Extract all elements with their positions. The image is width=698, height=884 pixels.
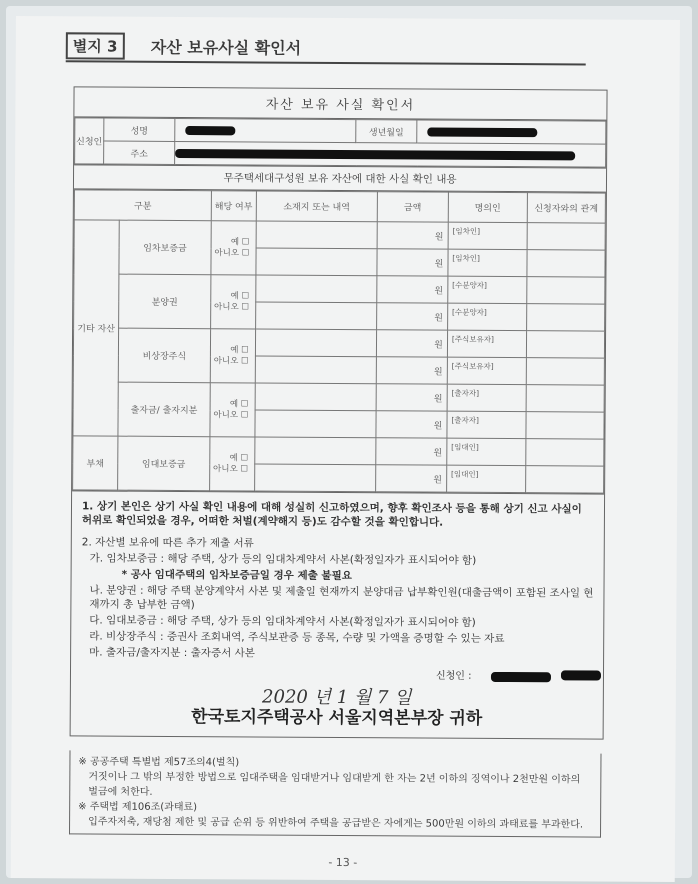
signature-row [81,661,593,690]
relation-cell[interactable] [526,304,604,331]
amount-cell[interactable]: 원 [376,357,447,384]
holder-cell[interactable]: [임대인] [447,438,526,465]
location-cell[interactable] [255,383,376,411]
address-label: 주소 [104,141,175,164]
doc-item-ga-note: * 공사 임대주택의 임차보증금일 경우 제출 불필요 [121,568,352,583]
name-value [175,118,356,142]
declaration-statement: 1. 상기 본인은 상기 사실 확인 내용에 대해 성실히 신고하였으며, 향후 확인조사 등을 통해 상기 신고 사실이 허위로 확인되었을 경우, 어떠한 처벌(계약해지 등)도 감수할 것을 확인합니다. [81,500,582,529]
asset-confirmation-form [70,86,608,739]
relation-cell[interactable] [526,412,604,439]
header-amount: 금액 [377,192,448,222]
relation-cell[interactable] [526,385,604,412]
addressee: 한국토지주택공사 서울지역본부장 귀하 [191,707,483,729]
location-cell[interactable] [255,437,376,465]
location-cell[interactable] [255,356,376,384]
redaction-bar [175,149,575,160]
header-location: 소재지 또는 내역 [256,191,377,222]
relation-cell[interactable] [527,223,605,250]
header-applicable: 해당 여부 [211,191,256,221]
signer-label: 신청인 : [435,670,472,682]
name-label: 성명 [104,118,175,141]
holder-cell[interactable]: [출자자] [447,411,526,438]
doc-item-ma: 마. 출자금/출자지분 : 출자증서 사본 [89,646,255,660]
row-label: 출자금/ 출자지분 [118,382,210,437]
birth-value [417,120,606,144]
doc-item-da: 다. 임대보증금 : 해당 주택, 상가 등의 임대차계약서 사본(확정일자가 표시되어야 함) [89,614,476,629]
law-heading-1: ※ 공공주택 특별법 제57조의4(벌칙) [78,756,240,769]
holder-cell[interactable]: [출자자] [447,384,526,411]
relation-cell[interactable] [527,277,605,304]
row-label: 분양권 [119,274,211,329]
amount-cell[interactable]: 원 [376,330,447,357]
yes-no-checkbox[interactable]: 예 ☐ 아니오 ☐ [210,275,255,329]
doc-item-ga: 가. 임차보증금 : 해당 주택, 상가 등의 임대차계약서 사본(확정일자가 표시되어야 함) [89,552,477,567]
redacted-signature [561,670,601,680]
yes-no-checkbox[interactable]: 예 ☐ 아니오 ☐ [210,329,255,383]
holder-cell[interactable]: [임대인] [446,465,525,492]
appendix-tag: 별지 3 [66,32,125,59]
redaction-bar [185,126,235,135]
applicant-section-label: 신청인 [75,118,104,164]
location-cell[interactable] [255,410,376,438]
yes-no-checkbox[interactable]: 예 ☐ 아니오 ☐ [211,221,256,275]
page-number: - 13 - [328,855,358,870]
row-label: 임차보증금 [119,220,211,275]
legal-notice [69,750,602,837]
yes-no-checkbox[interactable]: 예 ☐ 아니오 ☐ [210,383,255,437]
header-relation: 신청자와의 관계 [527,193,605,223]
yes-no-checkbox[interactable]: 예 ☐ 아니오 ☐ [209,437,254,491]
relation-cell[interactable] [526,358,604,385]
declaration-section [71,490,604,738]
amount-cell[interactable]: 원 [377,222,448,249]
relation-cell[interactable] [526,331,604,358]
applicant-table [74,117,606,167]
row-label: 비상장주식 [118,328,210,383]
location-cell[interactable] [256,248,377,276]
amount-cell[interactable]: 원 [377,249,448,276]
group-debt: 부채 [73,436,118,490]
relation-cell[interactable] [526,439,604,466]
law-text-2: 입주자저축, 재당첨 제한 및 공급 순위 등 위반하여 주택을 공급받은 자에게는 500만원 이하의 과태료를 부과한다. [88,816,584,831]
amount-cell[interactable]: 원 [376,438,447,465]
redacted-signature [491,672,551,682]
address-value [175,141,606,167]
form-title: 자산 보유 사실 확인서 [74,87,606,120]
relation-cell[interactable] [527,250,605,277]
header-category: 구분 [74,190,211,221]
appendix-title: 자산 보유사실 확인서 [150,37,302,58]
location-cell[interactable] [254,464,375,492]
amount-cell[interactable]: 원 [375,465,446,492]
holder-cell[interactable]: [주식보유자] [447,357,526,384]
holder-cell[interactable]: [임차인] [448,222,527,249]
location-cell[interactable] [256,275,377,303]
doc-item-ra: 라. 비상장주식 : 증권사 조회내역, 주식보관증 등 종목, 수량 및 가액을 증명할 수 있는 자료 [89,630,505,645]
required-docs-heading: 2. 자산별 보유에 따른 추가 제출 서류 [81,536,254,550]
holder-cell[interactable]: [임차인] [448,249,527,276]
relation-cell[interactable] [525,466,603,493]
doc-item-na: 나. 분양권 : 해당 주택 분양계약서 사본 및 제출일 현재까지 분양대금 납부확인원(대출금액이 포함된 조사일 현재까지 총 납부한 금액) [89,584,594,612]
row-label: 임대보증금 [118,436,210,491]
filing-date: 2020 년 1 월 7 일 [262,686,412,709]
household-title: 무주택세대구성원 보유 자산에 대한 사실 확인 내용 [74,164,606,192]
law-text-1: 거짓이나 그 밖의 부정한 방법으로 임대주택을 임대받거나 임대받게 한 자는 2년 이하의 징역이나 2천만원 이하의 벌금에 처한다. [88,771,581,798]
location-cell[interactable] [255,302,376,330]
location-cell[interactable] [255,329,376,357]
amount-cell[interactable]: 원 [376,303,447,330]
law-heading-2: ※ 주택법 제106조(과태료) [78,801,198,814]
amount-cell[interactable]: 원 [377,276,448,303]
asset-table [72,189,606,493]
amount-cell[interactable]: 원 [376,384,447,411]
holder-cell[interactable]: [수분양자] [448,276,527,303]
document-page [11,16,680,882]
holder-cell[interactable]: [수분양자] [447,303,526,330]
birth-label: 생년월일 [356,120,417,143]
group-other-assets: 기타 자산 [73,220,119,436]
location-cell[interactable] [256,221,377,249]
redaction-bar [427,128,537,138]
appendix-header [66,30,586,65]
holder-cell[interactable]: [주식보유자] [447,330,526,357]
amount-cell[interactable]: 원 [376,411,447,438]
header-holder: 명의인 [448,192,527,222]
